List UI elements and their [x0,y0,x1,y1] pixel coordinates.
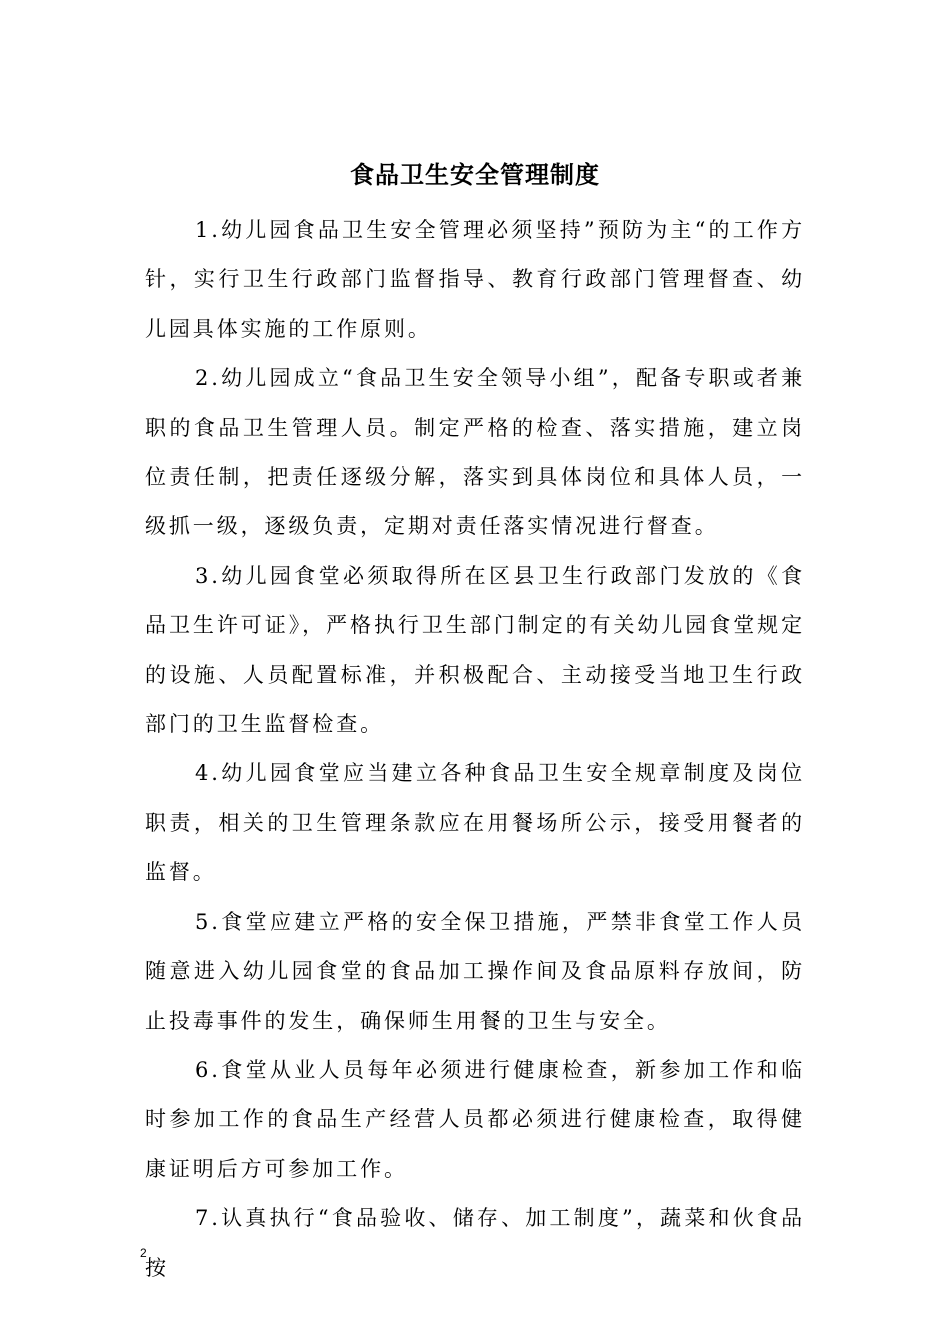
paragraph-1: 1.幼儿园食品卫生安全管理必须坚持”预防为主“的工作方针，实行卫生行政部门监督指导、教育行政部门管理督查、幼儿园具体实施的工作原则。 [145,218,805,341]
document-body [145,206,805,1293]
paragraph-2: 2.幼儿园成立“食品卫生安全领导小组”，配备专职或者兼职的食品卫生管理人员。制定严格的检查、落实措施，建立岗位责任制，把责任逐级分解，落实到具体岗位和具体人员，一级抓一级，逐级负责，定期对责任落实情况进行督查。 [145,366,805,539]
document-title: 食品卫生安全管理制度 [350,161,600,189]
page-number: 2 [140,1246,147,1260]
paragraph-4: 4.幼儿园食堂应当建立各种食品卫生安全规章制度及岗位职责，相关的卫生管理条款应在用餐场所公示，接受用餐者的监督。 [145,761,805,885]
paragraph-5: 5.食堂应建立严格的安全保卫措施，严禁非食堂工作人员随意进入幼儿园食堂的食品加工操作间及食品原料存放间，防止投毒事件的发生，确保师生用餐的卫生与安全。 [145,909,805,1033]
paragraph-7: 7.认真执行“食品验收、储存、加工制度”，蔬菜和伙食品按 [145,1206,805,1280]
paragraph-3: 3.幼儿园食堂必须取得所在区县卫生行政部门发放的《食品卫生许可证》，严格执行卫生部门制定的有关幼儿园食堂规定的设施、人员配置标准，并积极配合、主动接受当地卫生行政部门的卫生监督检查。 [145,563,805,737]
paragraph-6: 6.食堂从业人员每年必须进行健康检查，新参加工作和临时参加工作的食品生产经营人员都必须进行健康检查，取得健康证明后方可参加工作。 [145,1057,805,1181]
